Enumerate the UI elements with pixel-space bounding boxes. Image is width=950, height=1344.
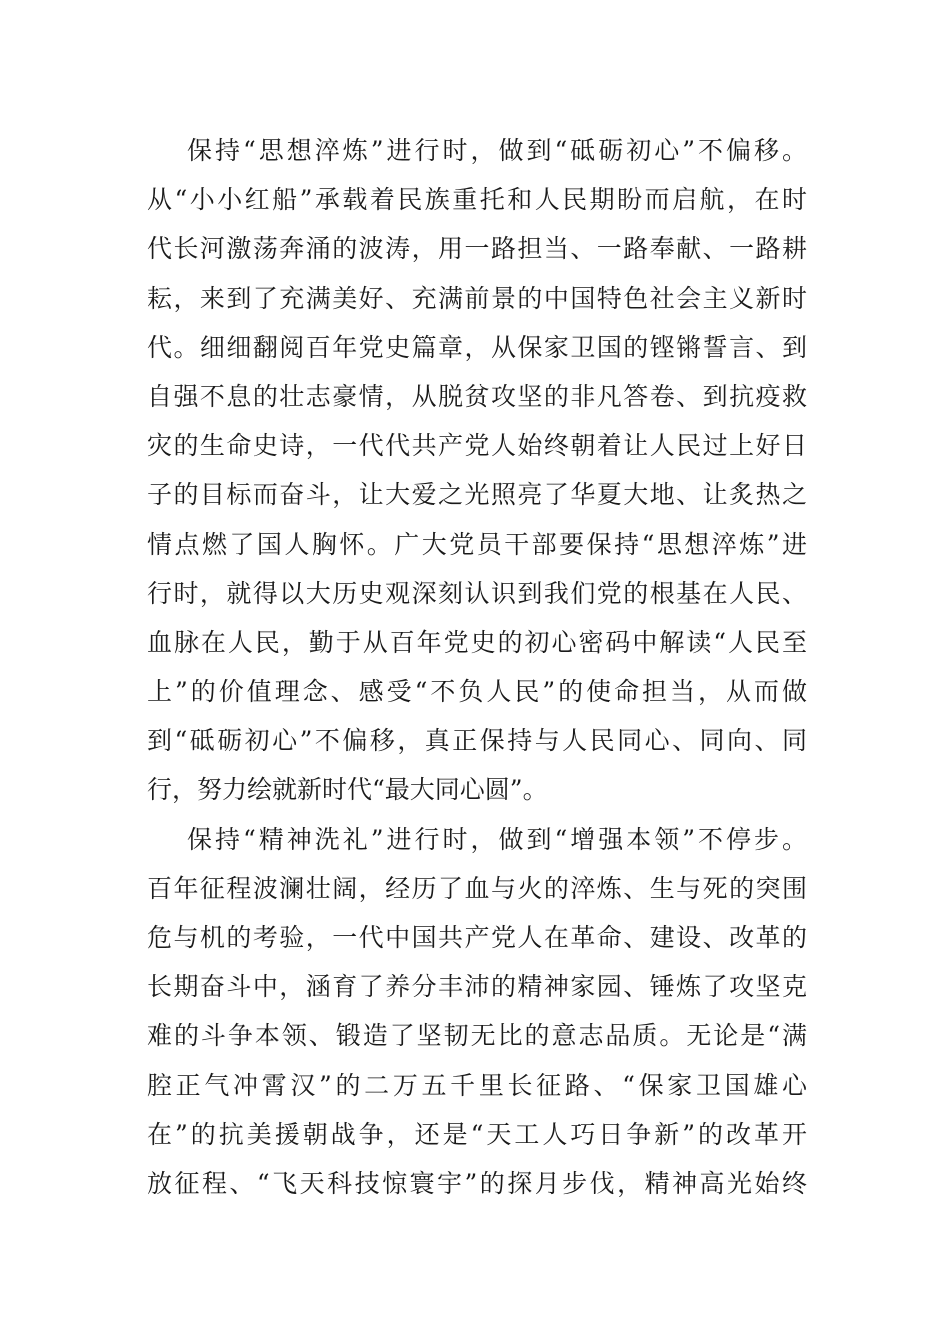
text-line: 从“小小红船”承载着民族重托和人民期盼而启航，在时 [147,185,807,215]
text-line: 血脉在人民，勤于从百年党史的初心密码中解读“人民至 [147,627,807,657]
paragraph-1 [147,126,807,815]
text-line: 百年征程波澜壮阔，经历了血与火的淬炼、生与死的突围 [147,873,807,903]
text-line: 放征程、“飞天科技惊寰宇”的探月步伐，精神高光始终 [147,1168,807,1198]
text-line: 难的斗争本领、锻造了坚韧无比的意志品质。无论是“满 [147,1021,807,1051]
text-line: 行，努力绘就新时代“最大同心圆”。 [147,775,548,805]
text-line: 保持“精神洗礼”进行时，做到“增强本领”不停步。 [187,824,807,854]
text-line: 保持“思想淬炼”进行时，做到“砥砺初心”不偏移。 [187,136,807,165]
text-line: 情点燃了国人胸怀。广大党员干部要保持“思想淬炼”进 [147,529,807,559]
document-body [147,126,807,1208]
text-line: 自强不息的壮志豪情，从脱贫攻坚的非凡答卷、到抗疫救 [147,381,807,411]
text-line: 到“砥砺初心”不偏移，真正保持与人民同心、同向、同 [147,726,807,756]
text-line: 危与机的考验，一代中国共产党人在革命、建设、改革的 [147,923,807,952]
text-line: 代长河激荡奔涌的波涛，用一路担当、一路奉献、一路耕 [147,234,807,264]
paragraph-2 [147,815,807,1209]
text-line: 上”的价值理念、感受“不负人民”的使命担当，从而做 [147,677,807,707]
text-line: 腔正气冲霄汉”的二万五千里长征路、“保家卫国雄心 [147,1070,807,1100]
text-line: 耘，来到了充满美好、充满前景的中国特色社会主义新时 [147,283,807,313]
text-line: 行时，就得以大历史观深刻认识到我们党的根基在人民、 [147,578,807,608]
text-line: 长期奋斗中，涵育了养分丰沛的精神家园、锤炼了攻坚克 [147,972,807,1002]
text-line: 子的目标而奋斗，让大爱之光照亮了华夏大地、让炙热之 [147,480,807,510]
text-line: 在”的抗美援朝战争，还是“天工人巧日争新”的改革开 [147,1119,807,1149]
text-line: 代。细细翻阅百年党史篇章，从保家卫国的铿锵誓言、到 [147,332,807,362]
text-line: 灾的生命史诗，一代代共产党人始终朝着让人民过上好日 [147,431,807,461]
